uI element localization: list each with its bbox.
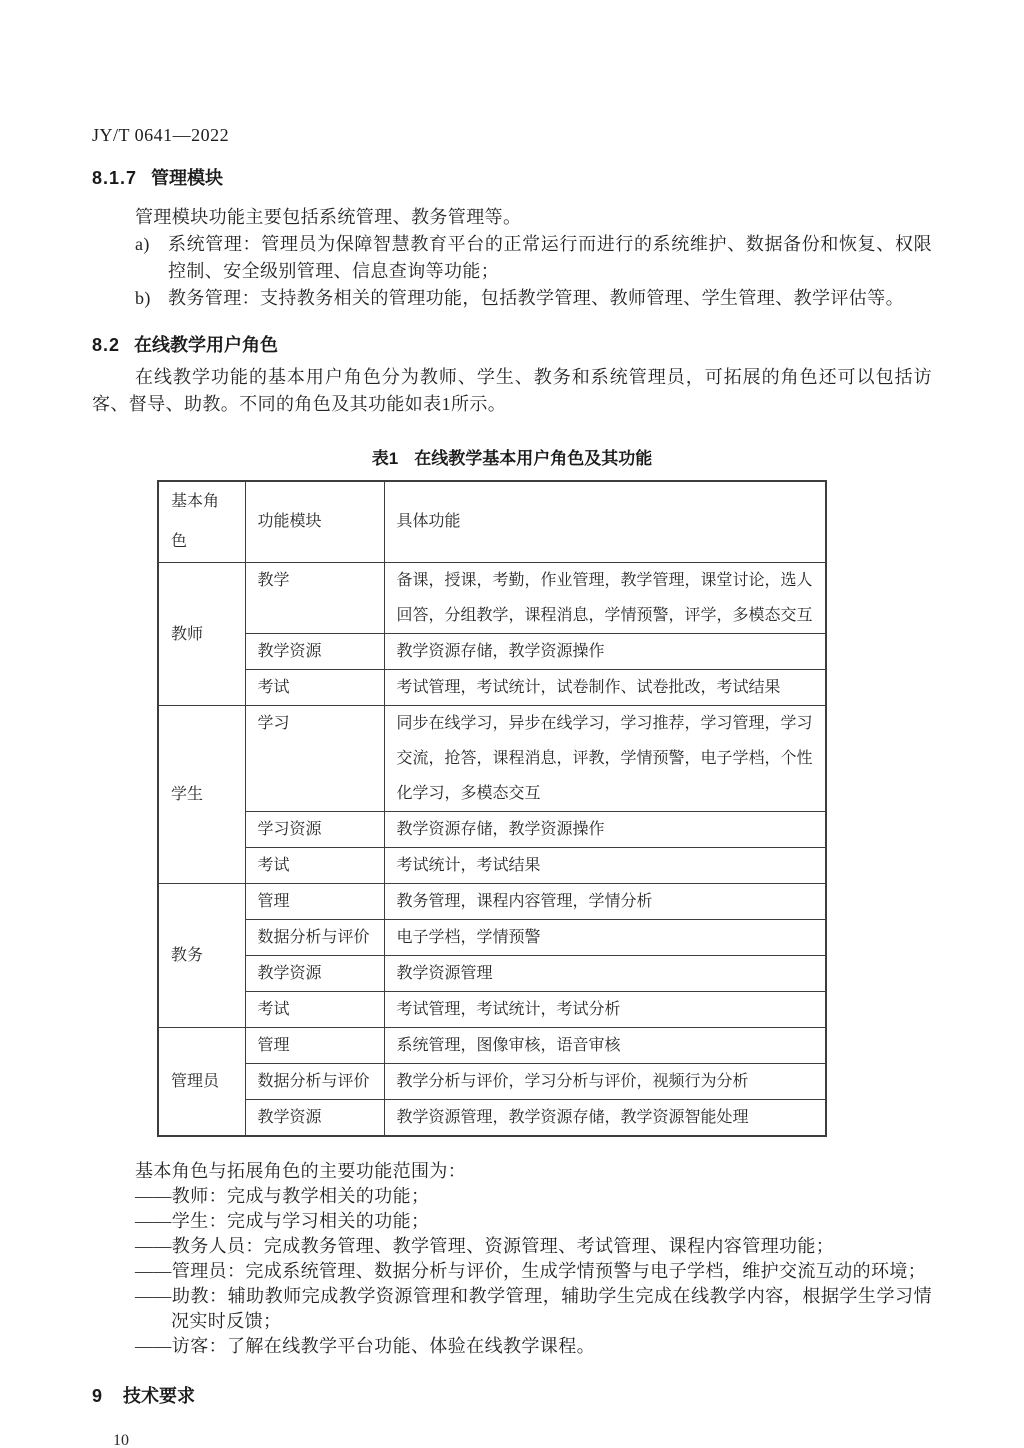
functions-cell: 教学资源管理，教学资源存储，教学资源智能处理 <box>384 1100 826 1137</box>
module-cell: 管理 <box>245 1028 384 1064</box>
table-caption <box>92 448 932 470</box>
table-row <box>158 634 826 670</box>
clause-number: 9 <box>92 1386 104 1406</box>
summary-item-administrator: ——管理员：完成系统管理、数据分析与评价，生成学情预警与电子学档，维护交流互动的环境； <box>135 1261 927 1281</box>
module-cell: 教学 <box>245 563 384 634</box>
role-cell-teacher: 教师 <box>158 563 245 706</box>
table-row <box>158 670 826 706</box>
functions-cell: 电子学档，学情预警 <box>384 920 826 956</box>
table-row <box>158 563 826 634</box>
table-row <box>158 1064 826 1100</box>
functions-cell: 教学资源存储，教学资源操作 <box>384 634 826 670</box>
paragraph-817-intro: 管理模块功能主要包括系统管理、教务管理等。 <box>135 207 522 227</box>
table-row <box>158 884 826 920</box>
table-caption-label: 表1 <box>371 449 399 468</box>
list-marker: b) <box>135 288 151 308</box>
paragraph-82: 在线教学功能的基本用户角色分为教师、学生、教务和系统管理员，可拓展的角色还可以包括访客、督导、助教。不同的角色及其功能如表1所示。 <box>92 367 932 414</box>
summary-item-visitor: ——访客：了解在线教学平台功能、体验在线教学课程。 <box>135 1336 595 1356</box>
summary-item-academic-staff: ——教务人员：完成教务管理、教学管理、资源管理、考试管理、课程内容管理功能； <box>135 1236 835 1256</box>
module-cell: 教学资源 <box>245 1100 384 1137</box>
module-cell: 教学资源 <box>245 956 384 992</box>
functions-cell: 教务管理，课程内容管理，学情分析 <box>384 884 826 920</box>
clause-title: 在线教学用户角色 <box>134 335 279 355</box>
functions-cell: 教学资源存储，教学资源操作 <box>384 812 826 848</box>
list-item-text: 系统管理：管理员为保障智慧教育平台的正常运行而进行的系统维护、数据备份和恢复、权限控制、安全级别管理、信息查询等功能； <box>168 234 932 281</box>
table-row <box>158 812 826 848</box>
module-cell: 数据分析与评价 <box>245 1064 384 1100</box>
list-item-b <box>92 285 932 312</box>
table-row <box>158 848 826 884</box>
header-cell-role: 基本角色 <box>158 481 245 563</box>
role-cell-student: 学生 <box>158 706 245 884</box>
clause-number: 8.2 <box>92 335 121 355</box>
module-cell: 管理 <box>245 884 384 920</box>
table-caption-title: 在线教学基本用户角色及其功能 <box>414 449 653 468</box>
table-row <box>158 992 826 1028</box>
header-cell-functions: 具体功能 <box>384 481 826 563</box>
module-cell: 考试 <box>245 992 384 1028</box>
page-number: 10 <box>113 1432 129 1448</box>
clause-title: 技术要求 <box>123 1386 196 1406</box>
module-cell: 数据分析与评价 <box>245 920 384 956</box>
functions-cell: 考试管理，考试统计，试卷制作、试卷批改，考试结果 <box>384 670 826 706</box>
heading-9 <box>92 1385 932 1407</box>
roles-summary <box>92 1159 932 1359</box>
module-cell: 学习资源 <box>245 812 384 848</box>
clause-title: 管理模块 <box>151 168 224 188</box>
functions-cell: 考试管理，考试统计，考试分析 <box>384 992 826 1028</box>
header-cell-module: 功能模块 <box>245 481 384 563</box>
table-row <box>158 1100 826 1137</box>
functions-cell: 备课，授课，考勤，作业管理，教学管理，课堂讨论，选人回答，分组教学，课程消息，学情预警，评学，多模态交互 <box>384 563 826 634</box>
roles-table <box>157 480 827 1137</box>
functions-cell: 考试统计，考试结果 <box>384 848 826 884</box>
module-cell: 学习 <box>245 706 384 812</box>
heading-8-2 <box>92 334 932 356</box>
standard-number-header: JY/T 0641—2022 <box>92 125 230 145</box>
functions-cell: 系统管理，图像审核，语音审核 <box>384 1028 826 1064</box>
functions-cell: 同步在线学习，异步在线学习，学习推荐，学习管理，学习交流，抢答，课程消息，评教，学情预警，电子学档，个性化学习，多模态交互 <box>384 706 826 812</box>
module-cell: 考试 <box>245 848 384 884</box>
table-row <box>158 706 826 812</box>
role-cell-administrator: 管理员 <box>158 1028 245 1137</box>
table-row <box>158 956 826 992</box>
summary-intro: 基本角色与拓展角色的主要功能范围为： <box>135 1161 467 1181</box>
summary-item-student: ——学生：完成与学习相关的功能； <box>135 1211 430 1231</box>
role-cell-academic-affairs: 教务 <box>158 884 245 1028</box>
list-marker: a) <box>135 234 150 254</box>
functions-cell: 教学分析与评价，学习分析与评价，视频行为分析 <box>384 1064 826 1100</box>
list-item-text: 教务管理：支持教务相关的管理功能，包括教学管理、教师管理、学生管理、教学评估等。 <box>168 288 904 308</box>
clause-number: 8.1.7 <box>92 168 138 188</box>
table-row <box>158 920 826 956</box>
lettered-list <box>92 231 932 312</box>
heading-8-1-7 <box>92 167 932 189</box>
table-header-row <box>158 481 826 563</box>
list-item-a <box>92 231 932 285</box>
module-cell: 教学资源 <box>245 634 384 670</box>
summary-item-assistant: ——助教：辅助教师完成教学资源管理和教学管理，辅助学生完成在线教学内容，根据学生学习情况实时反馈； <box>135 1286 932 1331</box>
functions-cell: 教学资源管理 <box>384 956 826 992</box>
module-cell: 考试 <box>245 670 384 706</box>
table-row <box>158 1028 826 1064</box>
summary-item-teacher: ——教师：完成与教学相关的功能； <box>135 1186 430 1206</box>
